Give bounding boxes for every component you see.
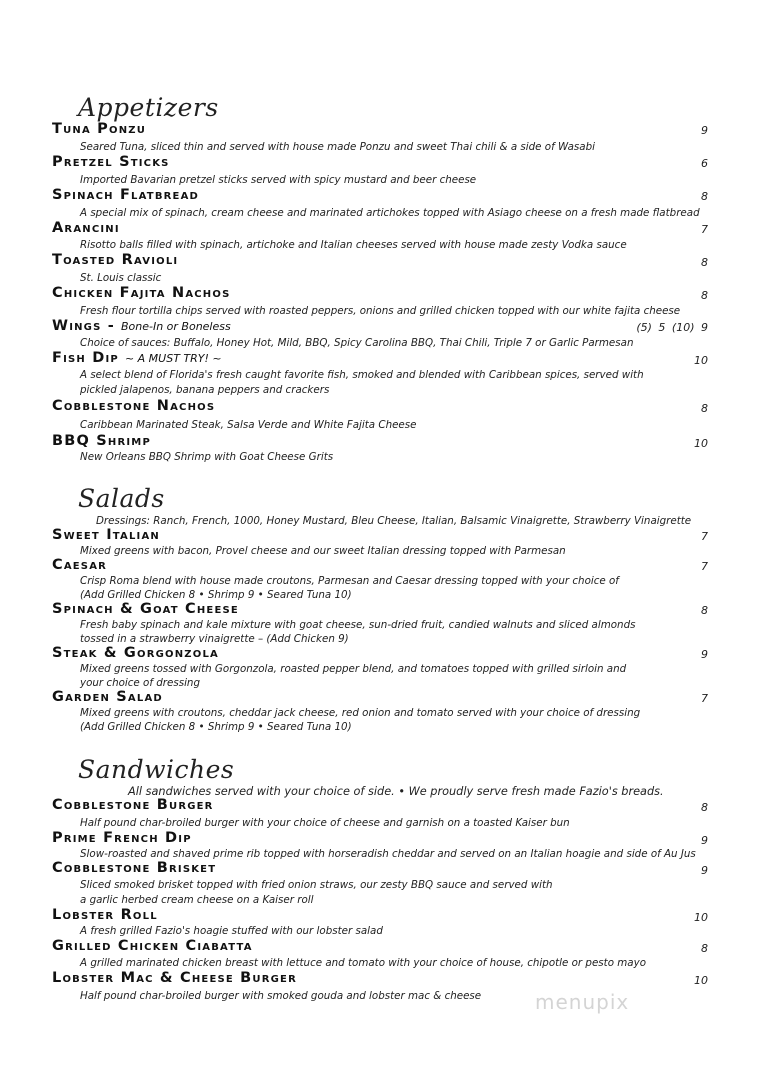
item-description: Half pound char-broiled burger with smoked gouda and lobster mac & cheese [80,990,482,1002]
watermark: menupix [535,990,630,1014]
appetizers-title: Appetizers [78,93,219,122]
item-description: A select blend of Florida's fresh caught favorite fish, smoked and blended with Caribbean spices, served with [80,369,644,381]
item-description: pickled jalapenos, banana peppers and crackers [80,384,330,396]
item-description: your choice of dressing [80,677,200,689]
item-description: New Orleans BBQ Shrimp with Goat Cheese Grits [80,451,334,463]
item-description: Mixed greens with bacon, Provel cheese and our sweet Italian dressing topped with Parmesan [80,545,566,557]
item-description: tossed in a strawberry vinaigrette – (Add Chicken 9) [80,633,349,645]
item-description: A special mix of spinach, cream cheese and marinated artichokes topped with Asiago cheese on a fresh made flatbread [80,207,700,219]
item-name: Tuna Ponzu [52,121,147,137]
item-description: Slow-roasted and shaved prime rib topped with horseradish cheddar and served on an Italian hoagie and side of Au Jus [80,848,696,860]
item-price: 6 [701,157,708,170]
item-name: BBQ Shrimp [52,433,151,449]
item-price: 10 [694,354,708,367]
item-price: 8 [701,801,708,814]
item-name: Lobster Mac & Cheese Burger [52,970,297,986]
item-name: Garden Salad [52,689,163,705]
item-name [52,350,222,366]
item-price: 8 [701,402,708,415]
item-price: 9 [701,864,708,877]
item-name: Pretzel Sticks [52,154,170,170]
sandwiches-title: Sandwiches [78,755,235,784]
item-note: Bone-In or Boneless [120,320,231,333]
item-description: St. Louis classic [80,272,162,284]
sandwiches-note: All sandwiches served with your choice of side. • We proudly serve fresh made Fazio's breads. [128,785,664,798]
item-description: Imported Bavarian pretzel sticks served with spicy mustard and beer cheese [80,174,477,186]
item-price: 9 [701,648,708,661]
item-description: A fresh grilled Fazio's hoagie stuffed with our lobster salad [80,925,383,937]
item-price: 7 [701,223,708,236]
item-description: Sliced smoked brisket topped with fried onion straws, our zesty BBQ sauce and served with [80,879,553,891]
item-name: Spinach Flatbread [52,187,200,203]
item-name: Caesar [52,557,108,573]
item-name-text: Fish Dip [52,350,119,366]
item-description: Mixed greens with croutons, cheddar jack cheese, red onion and tomato served with your choice of dressing [80,707,641,719]
item-description: Mixed greens tossed with Gorgonzola, roasted pepper blend, and tomatoes topped with grilled sirloin and [80,663,627,675]
item-price: 10 [694,911,708,924]
item-price: 8 [701,190,708,203]
item-description: a garlic herbed cream cheese on a Kaiser roll [80,894,314,906]
item-price: (5) 5 (10) 9 [636,321,708,334]
item-name: Cobblestone Burger [52,797,214,813]
item-price: 7 [701,560,708,573]
item-name: Lobster Roll [52,907,158,923]
item-description: Fresh flour tortilla chips served with roasted peppers, onions and grilled chicken topped with our white fajita cheese [80,305,681,317]
item-description: Caribbean Marinated Steak, Salsa Verde and White Fajita Cheese [80,419,417,431]
dressings-note: Dressings: Ranch, French, 1000, Honey Mustard, Bleu Cheese, Italian, Balsamic Vinaigrette, Strawberry Vinaigrette [96,515,692,527]
item-description: (Add Grilled Chicken 8 • Shrimp 9 • Seared Tuna 10) [80,589,352,601]
item-price: 8 [701,256,708,269]
item-name: Arancini [52,220,120,236]
item-description: Half pound char-broiled burger with your choice of cheese and garnish on a toasted Kaiser bun [80,817,570,829]
item-name: Cobblestone Nachos [52,398,216,414]
item-price: 7 [701,530,708,543]
item-description: Seared Tuna, sliced thin and served with house made Ponzu and sweet Thai chili & a side of Wasabi [80,141,595,153]
item-name: Toasted Ravioli [52,252,179,268]
item-price: 8 [701,289,708,302]
item-price: 10 [694,974,708,987]
item-price: 9 [701,124,708,137]
item-name [52,318,231,334]
item-description: Fresh baby spinach and kale mixture with goat cheese, sun-dried fruit, candied walnuts and sliced almonds [80,619,636,631]
item-price: 7 [701,692,708,705]
item-description: A grilled marinated chicken breast with lettuce and tomato with your choice of house, chipotle or pesto mayo [80,957,647,969]
item-description: Risotto balls filled with spinach, artichoke and Italian cheeses served with house made zesty Vodka sauce [80,239,627,251]
item-note: ~ A MUST TRY! ~ [124,352,222,365]
item-description: (Add Grilled Chicken 8 • Shrimp 9 • Seared Tuna 10) [80,721,352,733]
item-name: Spinach & Goat Cheese [52,601,239,617]
item-name: Sweet Italian [52,527,160,543]
salads-title: Salads [78,484,165,513]
item-name: Steak & Gorgonzola [52,645,219,661]
item-price: 8 [701,604,708,617]
item-price: 10 [694,437,708,450]
item-name: Prime French Dip [52,830,192,846]
item-price: 8 [701,942,708,955]
item-description: Crisp Roma blend with house made croutons, Parmesan and Caesar dressing topped with your choice of [80,575,619,587]
item-name-text: Wings - [52,318,115,334]
item-name: Chicken Fajita Nachos [52,285,231,301]
item-name: Grilled Chicken Ciabatta [52,938,253,954]
item-price: 9 [701,834,708,847]
item-name: Cobblestone Brisket [52,860,217,876]
item-description: Choice of sauces: Buffalo, Honey Hot, Mild, BBQ, Spicy Carolina BBQ, Thai Chili, Triple 7 or Garlic Parmesan [80,337,634,349]
